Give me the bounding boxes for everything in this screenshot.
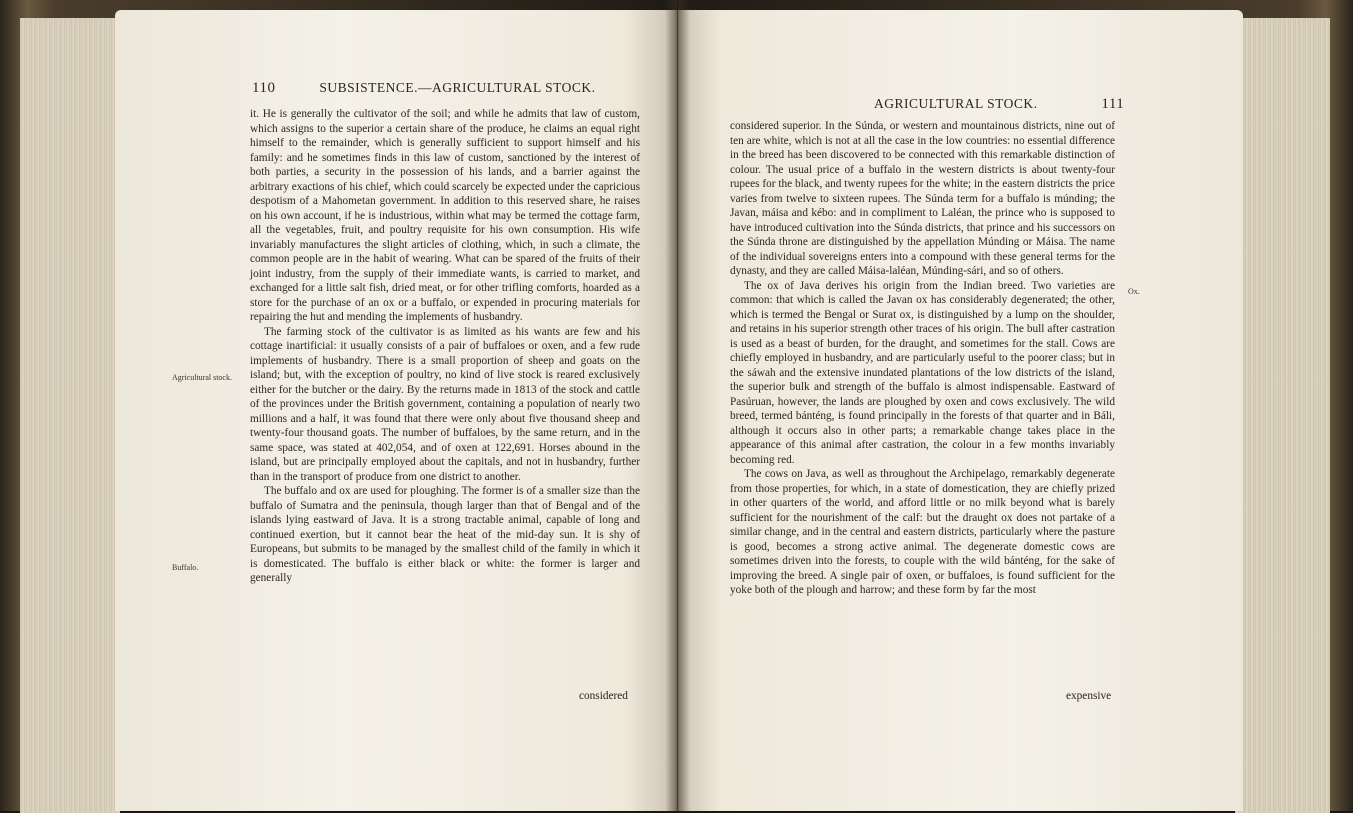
sidenote: Ox. — [1128, 287, 1140, 296]
paragraph: The cows on Java, as well as throughout the Archipelago, remarkably degenerate from those properties, for which, in a state of domestication, they are chiefly prized in other quarters of the world, and afford little or no milk beyond what is barely sufficient for the nourishment of the calf: but the draught ox does not partake of a similar change, and in the central and eastern districts, particularly where the pasture is good, becomes a strong active animal. The degenerate domestic cows are sometimes driven into the forests, to couple with the wild bánténg, for the sake of improving the breed. A single pair of oxen, or buffaloes, is found sufficient for the yoke both of the plough and harrow; and these form by far the most — [730, 468, 1115, 596]
left-page — [115, 10, 680, 811]
left-page-edges — [20, 18, 120, 813]
right-page-header — [874, 96, 1124, 113]
running-head: AGRICULTURAL STOCK. — [874, 96, 1038, 111]
right-page-edges — [1235, 18, 1330, 813]
left-page-header — [252, 80, 596, 97]
sidenote: Agricultural stock. — [172, 373, 232, 382]
page-number: 111 — [1101, 96, 1125, 112]
paragraph: The buffalo and ox are used for ploughing. The former is of a smaller size than the buffalo of Sumatra and the peninsula, though larger than that of Bengal and of the islands lying eastward of Java. It is a strong tractable animal, capable of long and continued exertion, but it cannot bear the heat of the mid-day sun. It is shy of Europeans, but submits to be managed by the smallest child of the family in which it is domesticated. The buffalo is either black or white: the former is larger and generally — [250, 485, 640, 584]
paragraph: it. He is generally the cultivator of the soil; and while he admits that law of custom, which assigns to the superior a certain share of the produce, he claims an equal right himself to the remainder, which is generally sufficient to support himself and his family: and he sometimes finds in this law of custom, sanctioned by the interest of both parties, a security in the possession of his lands, and a barrier against the arbitrary exactions of his chief, which could scarcely be expected under the capricious despotism of a Mahometan government. In addition to this reserved share, he raises on his own account, if he is industrious, within what may be termed the cottage farm, all the vegetables, fruit, and poultry requisite for his own consumption. His wife invariably manufactures the slight articles of clothing, which, in such a climate, the common people are in the habit of wearing. What can be spared of the fruits of their joint industry, from the supply of their immediate wants, is carried to market, and exchanged for a little salt fish, dried meat, or for other trifling comforts, hoarded as a store for the purchase of an ox or a buffalo, or expended in procuring materials for repairing the hut and mending the implements of husbandry. — [250, 108, 640, 323]
paragraph: The farming stock of the cultivator is as limited as his wants are few and his cottage inartificial: it usually consists of a pair of buffaloes or oxen, and a few rude implements of husbandry. There is a small proportion of sheep and goats on the island; but, with the exception of poultry, no kind of live stock is reared exclusively either for the butcher or the dairy. By the returns made in 1813 of the stock and cattle of the provinces under the British government, containing a population of nearly two millions and a half, it was found that there were only about five thousand sheep and twenty-four thousand goats. The number of buffaloes, by the same return, and in the same space, was stated at 402,054, and of oxen at 122,691. Horses abound in the island, but are principally employed about the capitals, and not in husbandry, further than in the transport of produce from one district to another. — [250, 325, 640, 483]
paragraph: considered superior. In the Súnda, or western and mountainous districts, nine out of ten are white, which is not at all the case in the low countries: no essential difference in the breed has been discovered to be connected with this remarkable distinction of colour. The usual price of a buffalo in the western districts is about twenty-four rupees for the black, and twenty rupees for the white; in the eastern districts the price varies from twelve to sixteen rupees. The Súnda term for a buffalo is múnding; the Javan, máisa and kébo: and in compliment to Laléan, the prince who is supposed to have introduced cultivation into the Súnda districts, that prince and his successors on the Súnda throne are distinguished by the appellation Múnding or Máisa. The name of the individual sovereigns enters into a compound with these general terms for the dynasty, and they are called Máisa-laléan, Múnding-sári, and so of others. — [730, 120, 1115, 277]
book-gutter — [665, 0, 690, 811]
right-page — [675, 10, 1243, 811]
sidenote: Buffalo. — [172, 563, 199, 572]
left-page-body — [250, 107, 640, 586]
page-number: 110 — [252, 80, 276, 96]
catchword: considered — [579, 690, 628, 702]
paragraph: The ox of Java derives his origin from the Indian breed. Two varieties are common: that which is called the Javan ox has considerably degenerated; the other, which is termed the Bengal or Surat ox, is distinguished by a lump on the shoulder, and retains in his superior strength other traces of his origin. The bull after castration is used as a beast of burden, for the draught, and sometimes for the stall. Cows are chiefly employed in husbandry, and are particularly useful to the poorer class; but in the sáwah and the extensive inundated plantations of the low districts of the island, the superior bulk and strength of the buffalo is almost indispensable. Eastward of Pasúruan, however, the lands are ploughed by oxen and cows exclusively. The wild breed, termed bánténg, is found principally in the forests of that quarter and in Báli, although it occurs also in other parts; a remarkable change takes place in the appearance of this animal after castration, the colour in a few months invariably becoming red. — [730, 279, 1115, 466]
right-page-body — [730, 119, 1115, 598]
running-head: SUBSISTENCE.—AGRICULTURAL STOCK. — [319, 80, 596, 95]
catchword: expensive — [1066, 690, 1112, 702]
